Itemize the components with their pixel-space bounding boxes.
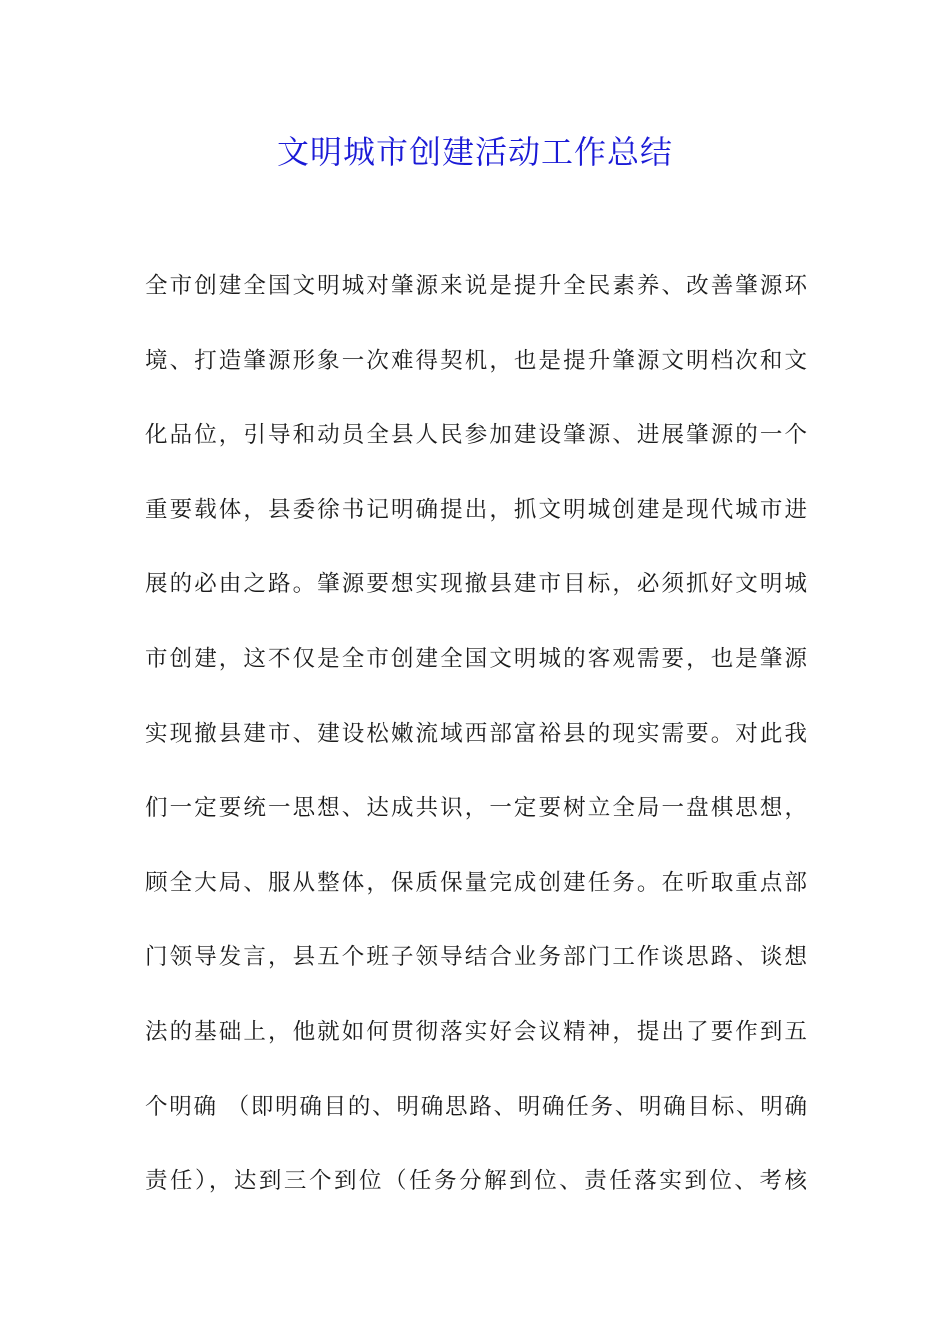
document-title: 文明城市创建活动工作总结 [276, 133, 673, 171]
body-line: 化品位，引导和动员全县人民参加建设肇源、进展肇源的一个 [145, 422, 807, 449]
body-line: 法的基础上，他就如何贯彻落实好会议精神，提出了要作到五 [145, 1018, 807, 1045]
body-line: 责任），达到三个到位（任务分解到位、责任落实到位、考核 [145, 1168, 807, 1195]
body-line: 市创建，这不仅是全市创建全国文明城的客观需要，也是肇源 [145, 645, 807, 672]
body-line: 们一定要统一思想、达成共识，一定要树立全局一盘棋思想， [145, 795, 807, 822]
body-line: 境、打造肇源形象一次难得契机，也是提升肇源文明档次和文 [145, 347, 807, 374]
body-line: 重要载体，县委徐书记明确提出，抓文明城创建是现代城市进 [145, 496, 807, 523]
body-line: 门领导发言，县五个班子领导结合业务部门工作谈思路、谈想 [145, 944, 807, 971]
body-line: 全市创建全国文明城对肇源来说是提升全民素养、改善肇源环 [145, 273, 807, 299]
body-line: 个明确 （即明确目的、明确思路、明确任务、明确目标、明确 [145, 1093, 807, 1120]
body-line: 顾全大局、服从整体，保质保量完成创建任务。在听取重点部 [145, 869, 807, 896]
body-line: 实现撤县建市、建设松嫩流域西部富裕县的现实需要。对此我 [145, 720, 807, 747]
document-body [145, 266, 807, 1236]
body-line: 展的必由之路。肇源要想实现撤县建市目标，必须抓好文明城 [145, 571, 807, 598]
